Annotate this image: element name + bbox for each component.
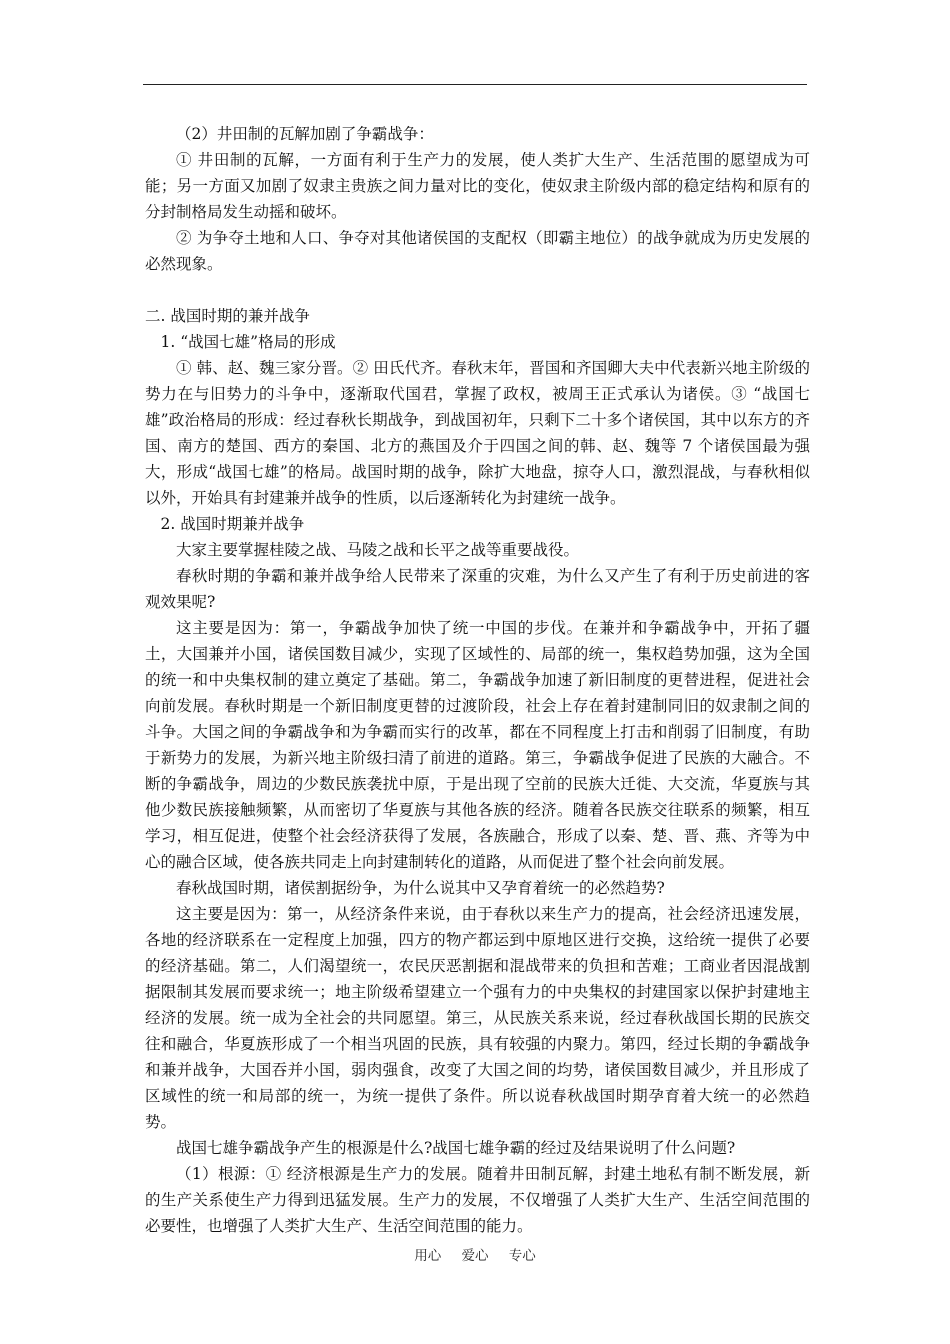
question-paragraph: 春秋战国时期，诸侯割据纷争，为什么说其中又孕育着统一的必然趋势?	[176, 879, 665, 897]
footer-word: 专心	[508, 1248, 536, 1264]
subsection-heading: 1. “战国七雄”格局的形成	[160, 333, 336, 351]
paragraph: 这主要是因为：第一，争霸战争加快了统一中国的步伐。在兼并和争霸战争中，开拓了疆土，大国兼并小国，诸侯国数目减少，实现了区域性的、局部的统一，集权趋势加强，这为全国的统一和中央集权制的建立奠定了基础。第二，争霸战争加速了新旧制度的更替进程，促进社会向前发展。春秋时期是一个新旧制度更替的过渡阶段，社会上存在着封建制同旧的奴隶制之间的斗争。大国之间的争霸战争和为争霸而实行的改革，都在不同程度上打击和削弱了旧制度，有助于新势力的发展，为新兴地主阶级扫清了前进的道路。第三，争霸战争促进了民族的大融合。不断的争霸战争，周边的少数民族袭扰中原，于是出现了空前的民族大迁徙、大交流，华夏族与其他少数民族接触频繁，从而密切了华夏族与其他各族的经济。随着各民族交往联系的频繁，相互学习，相互促进，使整个社会经济获得了发展，各族融合，形成了以秦、楚、晋、燕、齐等为中心的融合区域，使各族共同走上向封建制转化的道路，从而促进了整个社会向前发展。	[145, 619, 810, 871]
paragraph: ② 为争夺土地和人口、争夺对其他诸侯国的支配权（即霸主地位）的战争就成为历史发展的必然现象。	[145, 229, 810, 273]
paragraph: （1）根源：① 经济根源是生产力的发展。随着井田制瓦解，封建土地私有制不断发展，新的生产关系使生产力得到迅猛发展。生产力的发展，不仅增强了人类扩大生产、生活空间范围的必要性，也增强了人类扩大生产、生活空间范围的能力。	[145, 1165, 810, 1235]
footer-word: 爱心	[461, 1248, 489, 1264]
subsection-heading: 2. 战国时期兼并战争	[160, 515, 305, 533]
paragraph: 大家主要掌握桂陵之战、马陵之战和长平之战等重要战役。	[176, 541, 580, 559]
section-heading: 二. 战国时期的兼并战争	[145, 307, 310, 325]
page-footer	[0, 1244, 950, 1264]
paragraph: 这主要是因为：第一，从经济条件来说，由于春秋以来生产力的提高，社会经济迅速发展，各地的经济联系在一定程度上加强，四方的物产都运到中原地区进行交换，这给统一提供了必要的经济基础。第二，人们渴望统一，农民厌恶割据和混战带来的负担和苦难；工商业者因混战割据限制其发展而要求统一；地主阶级希望建立一个强有力的中央集权的封建国家以保护封建地主经济的发展。统一成为全社会的共同愿望。第三，从民族关系来说，经过春秋战国长期的民族交往和融合，华夏族形成了一个相当巩固的民族，具有较强的内聚力。第四，经过长期的争霸战争和兼并战争，大国吞并小国，弱肉强食，改变了大国之间的均势，诸侯国数目减少，并且形成了区域性的统一和局部的统一，为统一提供了条件。所以说春秋战国时期孕育着大统一的必然趋势。	[145, 905, 810, 1131]
spacer	[145, 277, 810, 303]
question-paragraph: 春秋时期的争霸和兼并战争给人民带来了深重的灾难，为什么又产生了有利于历史前进的客观效果呢?	[145, 567, 810, 611]
footer-word: 用心	[414, 1248, 442, 1264]
question-paragraph: 战国七雄争霸战争产生的根源是什么?战国七雄争霸的经过及结果说明了什么问题?	[176, 1139, 736, 1157]
paragraph: ① 井田制的瓦解，一方面有利于生产力的发展，使人类扩大生产、生活范围的愿望成为可能；另一方面又加剧了奴隶主贵族之间力量对比的变化，使奴隶主阶级内部的稳定结构和原有的分封制格局发生动摇和破坏。	[145, 151, 810, 221]
paragraph: ① 韩、赵、魏三家分晋。② 田氏代齐。春秋末年，晋国和齐国卿大夫中代表新兴地主阶级的势力在与旧势力的斗争中，逐渐取代国君，掌握了政权，被周王正式承认为诸侯。③ “战国七雄”政治格局的形成：经过春秋长期战争，到战国初年，只剩下二十多个诸侯国，其中以东方的齐国、南方的楚国、西方的秦国、北方的燕国及介于四国之间的韩、赵、魏等 7 个诸侯国最为强大，形成“战国七雄”的格局。战国时期的战争，除扩大地盘，掠夺人口，激烈混战，与春秋相似以外，开始具有封建兼并战争的性质，以后逐渐转化为封建统一战争。	[145, 359, 810, 507]
subsection-heading: （2）井田制的瓦解加剧了争霸战争：	[176, 125, 434, 143]
document-body	[145, 121, 810, 1239]
header-rule	[143, 84, 807, 85]
